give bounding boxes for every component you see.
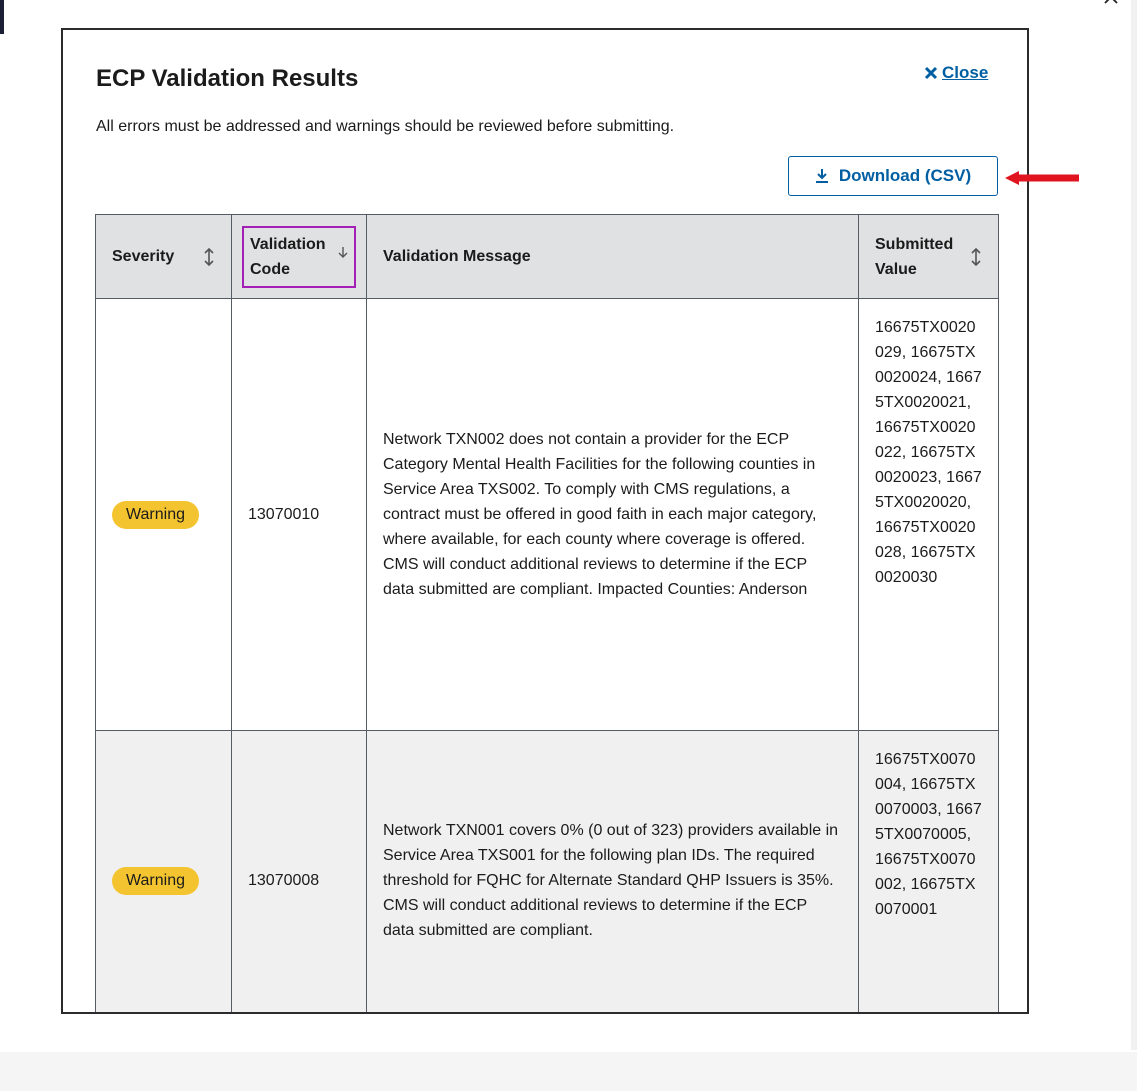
table-row — [96, 731, 999, 1015]
background-page — [0, 1052, 1137, 1091]
message-cell: Network TXN002 does not contain a provider for the ECP Category Mental Health Facilities for the following counties in Service Area TXS002. To comply with CMS regulations, a contract must be offered in good faith in each major category, where available, for each county where coverage is offered. CMS will conduct additional reviews to determine if the ECP data submitted are compliant. Impacted Counties: Anderson — [367, 299, 859, 731]
column-header-severity[interactable] — [96, 215, 232, 299]
severity-cell — [96, 731, 232, 1015]
sort-both-icon[interactable] — [970, 247, 982, 267]
background-window-edge — [0, 0, 4, 34]
submitted-value-cell: 16675TX0070004, 16675TX0070003, 16675TX0070005, 16675TX0070002, 16675TX0070001 — [859, 731, 999, 1015]
background-scrollbar — [1131, 0, 1137, 1050]
download-csv-button[interactable] — [788, 156, 998, 196]
download-label: Download (CSV) — [838, 166, 972, 185]
warning-badge: Warning — [112, 501, 199, 529]
validation-results-modal — [61, 28, 1029, 1014]
sort-descending-icon[interactable] — [338, 246, 348, 258]
close-icon — [924, 66, 938, 80]
column-label: Severity — [112, 248, 175, 265]
window-close-icon[interactable] — [1099, 0, 1123, 9]
close-button[interactable] — [924, 63, 988, 83]
message-cell: Network TXN001 covers 0% (0 out of 323) providers available in Service Area TXS001 for the following plan IDs. The required threshold for FQHC for Alternate Standard QHP Issuers is 35%. CMS will conduct additional reviews to determine if the ECP data submitted are compliant. — [367, 731, 859, 1015]
column-header-submitted-value[interactable] — [859, 215, 999, 299]
modal-title: ECP Validation Results — [96, 65, 359, 92]
warning-badge: Warning — [112, 867, 199, 895]
table-row — [96, 299, 999, 731]
column-header-validation-message — [367, 215, 859, 299]
column-label: Validation Message — [383, 248, 531, 265]
validation-table — [95, 214, 998, 1014]
code-cell: 13070008 — [232, 731, 367, 1015]
annotation-arrow-icon — [1003, 168, 1083, 188]
column-label: Submitted Value — [875, 235, 954, 278]
severity-cell — [96, 299, 232, 731]
submitted-value-cell: 16675TX0020029, 16675TX0020024, 16675TX0020021, 16675TX0020022, 16675TX0020023, 16675TX0020020, 16675TX0020028, 16675TX0020030 — [859, 299, 999, 731]
download-icon — [815, 168, 829, 184]
column-label: Validation Code — [250, 235, 326, 278]
column-header-validation-code[interactable] — [232, 215, 367, 299]
highlight-box — [242, 226, 356, 288]
code-cell: 13070010 — [232, 299, 367, 731]
table-header-row — [96, 215, 999, 299]
close-label: Close — [942, 63, 989, 82]
modal-subtitle: All errors must be addressed and warnings should be reviewed before submitting. — [96, 118, 675, 135]
sort-both-icon[interactable] — [203, 247, 215, 267]
